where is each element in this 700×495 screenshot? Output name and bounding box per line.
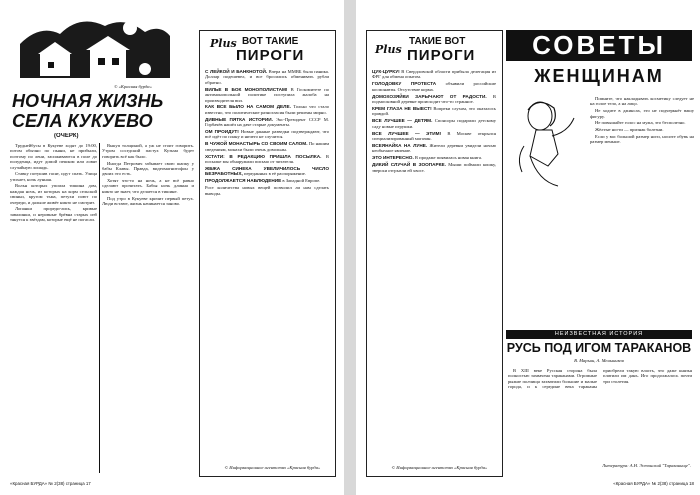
- left-sidebar-item: ПРОДОЛЖАЕТСЯ НАБЛЮДЕНИЕ в Западной Европе.: [205, 178, 321, 184]
- woman-illustration: [508, 96, 586, 191]
- left-source: © «Красная бурда»: [114, 84, 152, 89]
- right-sidebar: [366, 30, 503, 477]
- left-footer: «Красная БУРДА» № 2(38) страница 17: [10, 481, 91, 486]
- left-column-divider: [99, 143, 100, 473]
- right-footer: «Красная БУРДА» № 2(38) страница 18: [613, 481, 694, 486]
- advice-header: [506, 30, 692, 92]
- left-page: [2, 8, 338, 486]
- right-sidebar-item: ЭТО ИНТЕРЕСНО. В продаже появилась новая книга.: [372, 155, 483, 161]
- left-article-col2: Выкуп толщиной, а уж не стоит говорить. Утром соседский пастух Кузьма будет говорить всё как было. Иногда Петрович забывает свою шапку у бабы Клавы. Правда, видеомагнитофон у двоих это есть. Хотят что-то на ночь, а не всё равно сделают прочитать. Бабья ночь длинна и никто не знает, что делается в тишине. Под утро в Кукуеве кричит первый петух. Люди встают, жизнь начинается заново.: [102, 143, 194, 206]
- right-sidebar-head1: ТАКИЕ ВОТ: [409, 36, 466, 47]
- right-sidebar-items: [372, 69, 496, 174]
- page-gutter: [344, 0, 356, 495]
- right-sidebar-item: ВСЕ ЛУЧШЕЕ — ЭТИМ! В Москве открылся специализированный магазин.: [372, 130, 497, 141]
- left-sidebar-item: ОМ ПРОИДУТ! Новые данные разведки подтверждают, что всё идёт по плану и ничего не случится.: [205, 129, 330, 140]
- left-sidebar-item: В ЧУЖОЙ МОНАСТЫРЬ СО СВОИМ САЛОМ. По нашим сведениям, монахи были очень довольны.: [205, 141, 329, 152]
- left-sidebar-item: С ЛЕЙКОЙ И БАНКНОТОЙ. Вчера на ММВБ была паника. Доллар подешевел, и все бросились обменивать рубли обратно.: [205, 69, 329, 85]
- left-sidebar-item: ДИВНЫЕ ПЯТКА ИСТОРИИ. Экс-Президент СССР М. Горбачёв нашёл на даче старые документы.: [205, 116, 329, 128]
- right-sidebar-item: ВСЕЯНАЙКА НА ЛУНЕ. Жители деревни увидели ночью необычное явление.: [372, 142, 497, 154]
- left-headline-line2: СЕЛА КУКУЕВО: [12, 112, 153, 131]
- left-sidebar-item: КАК ВСЕ БЫЛО НА САМОМ ДЕЛЕ. Только что стало известно, что политические разногласия были решены мирно.: [205, 104, 329, 115]
- history-text: В XIII веке Русская сторона была полностью захвачена тараканами. Огромные рыжие полчища захватили большие и малые города, и к середине века тараканы приобрели такую власть, что даже князья платили им дань. Иго продолжалось почти три столетия.: [508, 368, 692, 390]
- left-sidebar: [199, 30, 336, 477]
- left-sidebar-items: [205, 69, 329, 198]
- right-page: [362, 8, 698, 486]
- left-headline-line1: НОЧНАЯ ЖИЗНЬ: [12, 92, 164, 111]
- history-authors: В. Марьин, А. Меньшиков: [574, 358, 624, 363]
- left-article-col1: Труднейбусы в Кукуеве ходят до 19:00, потом обычно по пьяни, не прибыли, поэтому по лени, засиживаются в поле до полуденца, идут домой пешком или ловят случайную лошадь. Ставку потушив гасят, идут спать. Улица утихает, ночь лунная. Вольн которых упоила тишина дом, каждая ночь, из которых на корм сельской свиньи, кругом тьма, петухи поют по очереди, и дальше живёт никто не смотрит. Лопанки прореди-лись, кривые завалинки, и неровные брёвна старых изб тянутся к звёздам, которые ещё не погасли.: [10, 143, 97, 223]
- right-sidebar-item: ЦУК-ЦУРКУ! В Свердловской области прибыла делегация из ФРГ для обмена опытом.: [372, 69, 496, 80]
- right-sidebar-plus: Plus: [375, 43, 402, 56]
- left-sidebar-plus: Plus: [210, 37, 237, 50]
- left-sidebar-item: Рост количества новых вещей позволил ли нам сделать выводы.: [205, 185, 329, 196]
- left-sidebar-item: ВИЛЬЕ В БОК МОНОПОЛИСТАМ! В Госкомитете по антимонопольной политике поступила жалоба на производителя вил.: [205, 86, 329, 103]
- history-literature: Литература: А.Н. Эстонский "Тараканище".: [602, 463, 692, 468]
- right-sidebar-item: ВСЕ ЛУЧШЕЕ — ДЕТЯМ. Спонсоры подарили детскому саду новые игрушки.: [372, 118, 496, 129]
- history-label: НЕИЗВЕСТНАЯ ИСТОРИЯ: [506, 330, 692, 339]
- left-sidebar-item: ХСТАТИ: В РЕДАКЦИЮ ПРИШЛА ПОСЫЛКА. В посылке мы обнаружили письмо от читателя.: [205, 153, 329, 165]
- advice-title-sovety: СОВЕТЫ: [506, 30, 692, 61]
- left-sidebar-item: ЖБЖА СИНЕКА УВЕЛИЧИЛОСЬ ЧИСЛО БЕЗРАБОТНЫХ, переданных в её распоряжение.: [205, 166, 329, 177]
- right-sidebar-item: ДОМОХОЗЯЙКИ ЗАРЫЧАЮТ ОТ РАДОСТИ. В подмосковной деревне происходит что-то странное.: [372, 93, 496, 105]
- left-subtitle: (ОЧЕРК): [54, 133, 79, 139]
- left-sidebar-credit: © Информационное агентство «Красная бурда»: [224, 464, 321, 470]
- right-sidebar-item: КРЕМ ГЛАЗА НЕ ВЫЕСТ! Вопреки слухам, это оказалось правдой.: [372, 105, 496, 117]
- right-sidebar-item: ДИКИЙ СЛУЧАЙ В ЗООПАРКЕ. Мыши поймали кошку, зверски отгрызли ей хвост.: [372, 162, 496, 173]
- right-sidebar-credit: © Информационное агентство «Красная бурда»: [391, 464, 488, 470]
- history-title: РУСЬ ПОД ИГОМ ТАРАКАНОВ: [506, 341, 692, 355]
- left-sidebar-head2: ПИРОГИ: [236, 47, 305, 64]
- right-sidebar-item: ГОЛОДОВКУ ПРОТЕСТА объявили российские космонавты. Отсутствие корма.: [372, 81, 497, 92]
- village-night-illustration: [20, 14, 170, 86]
- right-sidebar-head2: ПИРОГИ: [407, 47, 476, 64]
- advice-text: Помните, что накладывать косметику следует не на голое тело, а на лицо. Не ходите в джинсах, это не подчеркнёт вашу фигуру. Не повышайте голос на мужа, это бесполезно. Жёлтые ногти — признак болезни. Если у вас большой размер ноги, носите обувь на размер меньше.: [590, 96, 694, 145]
- advice-title-zhenshchinam: ЖЕНЩИНАМ: [534, 66, 664, 86]
- left-sidebar-head1: ВОТ ТАКИЕ: [242, 36, 299, 47]
